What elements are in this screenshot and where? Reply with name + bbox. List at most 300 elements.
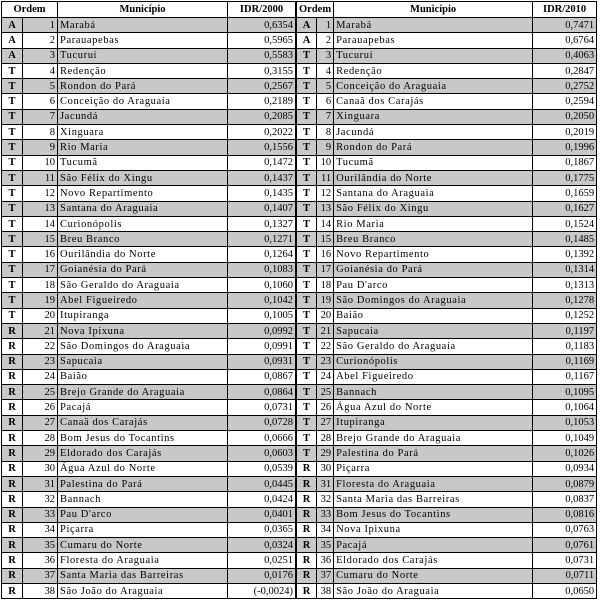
rank-cell: 4	[317, 63, 334, 78]
rank-cell: 27	[317, 415, 334, 430]
table-row	[297, 79, 597, 94]
municipality-cell: Cumaru do Norte	[334, 568, 533, 583]
table-row	[297, 109, 597, 124]
class-cell: T	[2, 155, 23, 170]
table-row	[2, 507, 296, 522]
table-row	[297, 553, 597, 568]
table-row	[297, 63, 597, 78]
table-row	[297, 201, 597, 216]
class-cell: R	[2, 400, 23, 415]
class-cell: T	[297, 369, 317, 384]
class-cell: T	[2, 170, 23, 185]
ordem-header: Ordem	[297, 2, 334, 18]
municipality-cell: Bannach	[58, 492, 228, 507]
idr-2000-value-cell: 0,0728	[228, 415, 296, 430]
table-row	[2, 583, 296, 598]
rank-cell: 16	[317, 247, 334, 262]
class-cell: T	[297, 125, 317, 140]
rank-cell: 23	[317, 354, 334, 369]
table-row	[2, 262, 296, 277]
municipality-cell: Pau D'arco	[58, 507, 228, 522]
table-row	[297, 400, 597, 415]
table-row	[2, 232, 296, 247]
idr-2000-value-cell: 0,1556	[228, 140, 296, 155]
rank-cell: 12	[317, 186, 334, 201]
municipality-cell: São Félix do Xingu	[334, 201, 533, 216]
municipality-cell: Nova Ipixuna	[58, 323, 228, 338]
rank-cell: 37	[23, 568, 58, 583]
idr-2000-value-cell: 0,0992	[228, 323, 296, 338]
idr-2010-value-cell: 0,1775	[533, 170, 597, 185]
class-cell: T	[2, 201, 23, 216]
municipality-cell: Baião	[58, 369, 228, 384]
table-row	[297, 94, 597, 109]
rank-cell: 21	[23, 323, 58, 338]
idr-2010-value-cell: 0,1314	[533, 262, 597, 277]
municipality-cell: Água Azul do Norte	[58, 461, 228, 476]
rank-cell: 13	[23, 201, 58, 216]
table-row	[2, 354, 296, 369]
municipality-cell: Redenção	[58, 63, 228, 78]
idr-2010-value-cell: 0,0934	[533, 461, 597, 476]
rank-cell: 11	[317, 170, 334, 185]
rank-cell: 13	[317, 201, 334, 216]
class-cell: R	[2, 415, 23, 430]
idr-2000-value-cell: 0,0931	[228, 354, 296, 369]
idr-2010-value-cell: 0,1252	[533, 308, 597, 323]
class-cell: A	[2, 48, 23, 63]
table-row	[2, 18, 296, 33]
table-row	[297, 339, 597, 354]
class-cell: T	[297, 216, 317, 231]
idr-2000-value-cell: 0,1264	[228, 247, 296, 262]
municipality-cell: Rondon do Pará	[58, 79, 228, 94]
idr-2000-value-cell: 0,5583	[228, 48, 296, 63]
idr-2010-value-cell: 0,1867	[533, 155, 597, 170]
municipality-cell: Marabá	[58, 18, 228, 33]
rank-cell: 2	[23, 33, 58, 48]
municipality-cell: Eldorado dos Carajás	[58, 446, 228, 461]
class-cell: T	[2, 308, 23, 323]
class-cell: T	[297, 109, 317, 124]
idr-2010-value-cell: 0,0731	[533, 553, 597, 568]
municipality-cell: Piçarra	[334, 461, 533, 476]
municipality-cell: São Domingos do Araguaia	[58, 339, 228, 354]
rank-cell: 17	[317, 262, 334, 277]
idr-2010-value-cell: 0,1659	[533, 186, 597, 201]
municipality-cell: Eldorado dos Carajás	[334, 553, 533, 568]
idr-2000-value-cell: 0,0666	[228, 431, 296, 446]
class-cell: T	[297, 400, 317, 415]
table-row	[297, 369, 597, 384]
rank-cell: 20	[317, 308, 334, 323]
class-cell: T	[2, 293, 23, 308]
class-cell: R	[297, 476, 317, 491]
table-row	[297, 278, 597, 293]
table-row	[2, 400, 296, 415]
municipality-cell: São Geraldo do Araguaia	[58, 278, 228, 293]
idr-2000-value-cell: 0,0365	[228, 522, 296, 537]
rank-cell: 34	[317, 522, 334, 537]
rank-cell: 1	[23, 18, 58, 33]
municipality-cell: Canaã dos Carajás	[334, 94, 533, 109]
table-row	[2, 155, 296, 170]
idr-2010-value-cell: 0,0816	[533, 507, 597, 522]
municipality-cell: Breu Branco	[334, 232, 533, 247]
rank-cell: 36	[23, 553, 58, 568]
class-cell: R	[2, 522, 23, 537]
rank-cell: 25	[23, 385, 58, 400]
table-row	[297, 18, 597, 33]
table-row	[297, 538, 597, 553]
class-cell: R	[2, 385, 23, 400]
municipality-cell: Parauapebas	[58, 33, 228, 48]
table-row	[2, 323, 296, 338]
municipality-cell: Bannach	[334, 385, 533, 400]
table-row	[2, 492, 296, 507]
municipality-cell: Jacundá	[58, 109, 228, 124]
class-cell: R	[297, 583, 317, 598]
idr-2000-value-cell: 0,0324	[228, 538, 296, 553]
municipality-cell: Marabá	[334, 18, 533, 33]
rank-cell: 15	[317, 232, 334, 247]
idr-2010-table	[296, 1, 597, 599]
rank-cell: 31	[317, 476, 334, 491]
municipality-cell: São Félix do Xingu	[58, 170, 228, 185]
class-cell: R	[2, 553, 23, 568]
class-cell: T	[297, 155, 317, 170]
municipality-cell: São Domingos do Araguaia	[334, 293, 533, 308]
rank-cell: 7	[23, 109, 58, 124]
idr-2000-value-cell: 0,1060	[228, 278, 296, 293]
rank-cell: 25	[317, 385, 334, 400]
table-row	[297, 476, 597, 491]
rank-cell: 37	[317, 568, 334, 583]
municipality-cell: Floresta do Araguaia	[334, 476, 533, 491]
rank-cell: 26	[317, 400, 334, 415]
table-row	[2, 369, 296, 384]
idr-2000-value-cell: 0,2567	[228, 79, 296, 94]
municipality-cell: Santana do Araguaia	[58, 201, 228, 216]
municipality-cell: Jacundá	[334, 125, 533, 140]
table-row	[297, 48, 597, 63]
table-row	[297, 293, 597, 308]
rank-cell: 38	[23, 583, 58, 598]
class-cell: T	[297, 140, 317, 155]
table-row	[297, 308, 597, 323]
municipality-cell: Tucuruí	[334, 48, 533, 63]
table-row	[2, 461, 296, 476]
municipality-cell: Nova Ipixuna	[334, 522, 533, 537]
class-cell: R	[2, 461, 23, 476]
idr-2000-value-cell: 0,2189	[228, 94, 296, 109]
class-cell: T	[2, 109, 23, 124]
table-row	[2, 201, 296, 216]
municipality-cell: Tucumã	[58, 155, 228, 170]
rank-cell: 4	[23, 63, 58, 78]
table-row	[297, 155, 597, 170]
table-row	[297, 216, 597, 231]
idr-2000-value-cell: 0,0867	[228, 369, 296, 384]
idr-2000-value-cell: 0,2022	[228, 125, 296, 140]
table-row	[297, 385, 597, 400]
class-cell: T	[297, 415, 317, 430]
class-cell: T	[297, 323, 317, 338]
municipality-cell: Xinguara	[58, 125, 228, 140]
idr-2010-value-cell: 0,1197	[533, 323, 597, 338]
rank-cell: 23	[23, 354, 58, 369]
rank-cell: 6	[23, 94, 58, 109]
idr-2010-value-cell: 0,1278	[533, 293, 597, 308]
table-row	[297, 492, 597, 507]
class-cell: T	[297, 308, 317, 323]
idr-2000-value-cell: 0,0176	[228, 568, 296, 583]
idr-2010-value-cell: 0,1627	[533, 201, 597, 216]
rank-cell: 38	[317, 583, 334, 598]
municipality-cell: Itupiranga	[334, 415, 533, 430]
municipality-cell: Redenção	[334, 63, 533, 78]
class-cell: T	[297, 262, 317, 277]
idr-2000-value-cell: 0,0603	[228, 446, 296, 461]
municipality-cell: Bom Jesus do Tocantins	[58, 431, 228, 446]
table-row	[2, 553, 296, 568]
idr-2010-value-cell: 0,0837	[533, 492, 597, 507]
class-cell: T	[297, 201, 317, 216]
idr-2010-value-cell: 0,2019	[533, 125, 597, 140]
class-cell: T	[297, 186, 317, 201]
class-cell: R	[297, 507, 317, 522]
rank-cell: 16	[23, 247, 58, 262]
rank-cell: 10	[317, 155, 334, 170]
table-row	[297, 583, 597, 598]
rank-cell: 17	[23, 262, 58, 277]
idr-2010-value-cell: 0,1996	[533, 140, 597, 155]
class-cell: T	[297, 293, 317, 308]
idr-2010-value-cell: 0,0650	[533, 583, 597, 598]
class-cell: A	[297, 18, 317, 33]
table-row	[2, 431, 296, 446]
municipality-cell: Parauapebas	[334, 33, 533, 48]
idr-2000-value-cell: 0,0251	[228, 553, 296, 568]
table-row	[297, 33, 597, 48]
idr-2010-value-cell: 0,1167	[533, 369, 597, 384]
class-cell: T	[297, 385, 317, 400]
table-row	[2, 415, 296, 430]
idr-2010-value-cell: 0,2752	[533, 79, 597, 94]
municipality-cell: Rio Maria	[58, 140, 228, 155]
idr-2010-value-cell: 0,1524	[533, 216, 597, 231]
class-cell: R	[297, 553, 317, 568]
table-row	[2, 293, 296, 308]
table-row	[297, 140, 597, 155]
idr-2000-value-cell: 0,1327	[228, 216, 296, 231]
table-row	[2, 446, 296, 461]
idr-2000-value-cell: 0,1437	[228, 170, 296, 185]
table-row	[2, 48, 296, 63]
table-row	[297, 507, 597, 522]
table-row	[2, 125, 296, 140]
rank-cell: 36	[317, 553, 334, 568]
class-cell: T	[2, 63, 23, 78]
idr-2000-value-cell: 0,1083	[228, 262, 296, 277]
rank-cell: 32	[23, 492, 58, 507]
municipality-cell: Palestina do Pará	[58, 476, 228, 491]
class-cell: A	[2, 18, 23, 33]
class-cell: R	[2, 507, 23, 522]
rank-cell: 9	[23, 140, 58, 155]
table-row	[297, 446, 597, 461]
rank-cell: 29	[317, 446, 334, 461]
table-row	[2, 109, 296, 124]
table-row	[297, 262, 597, 277]
class-cell: T	[2, 247, 23, 262]
municipality-cell: Novo Repartimento	[58, 186, 228, 201]
rank-cell: 30	[317, 461, 334, 476]
class-cell: R	[297, 538, 317, 553]
municipality-cell: Conceição do Araguaia	[58, 94, 228, 109]
municipality-cell: Rio Maria	[334, 216, 533, 231]
table-row	[2, 63, 296, 78]
table-row	[297, 431, 597, 446]
table-row	[2, 476, 296, 491]
idr-2010-value-cell: 0,1183	[533, 339, 597, 354]
table-row	[297, 186, 597, 201]
idr-2010-value-cell: 0,0711	[533, 568, 597, 583]
rank-cell: 31	[23, 476, 58, 491]
idr-2000-value-cell: 0,1005	[228, 308, 296, 323]
table-row	[297, 323, 597, 338]
idr-2010-value-cell: 0,1392	[533, 247, 597, 262]
idr-2000-value-cell: 0,3155	[228, 63, 296, 78]
idr-2010-value-cell: 0,1313	[533, 278, 597, 293]
rank-cell: 32	[317, 492, 334, 507]
table-row	[2, 33, 296, 48]
rank-cell: 34	[23, 522, 58, 537]
rank-cell: 19	[23, 293, 58, 308]
rank-cell: 22	[317, 339, 334, 354]
idr-2010-value-cell: 0,0761	[533, 538, 597, 553]
class-cell: R	[2, 339, 23, 354]
rank-cell: 7	[317, 109, 334, 124]
rank-cell: 6	[317, 94, 334, 109]
municipality-cell: Tucumã	[334, 155, 533, 170]
municipality-cell: Floresta do Araguaia	[58, 553, 228, 568]
municipio-header: Município	[58, 2, 228, 18]
table-row	[297, 568, 597, 583]
table-row	[2, 538, 296, 553]
class-cell: T	[297, 48, 317, 63]
idr-2010-value-cell: 0,2847	[533, 63, 597, 78]
table-row	[297, 232, 597, 247]
idr-2000-value-cell: 0,1472	[228, 155, 296, 170]
rank-cell: 14	[317, 216, 334, 231]
class-cell: T	[297, 247, 317, 262]
idr-2000-value-cell: 0,0445	[228, 476, 296, 491]
municipality-cell: Ourilândia do Norte	[334, 170, 533, 185]
idr-2010-value-cell: 0,1064	[533, 400, 597, 415]
rank-cell: 19	[317, 293, 334, 308]
class-cell: T	[297, 431, 317, 446]
class-cell: T	[2, 232, 23, 247]
idr-2010-header: IDR/2010	[533, 2, 597, 18]
class-cell: T	[297, 354, 317, 369]
class-cell: R	[2, 538, 23, 553]
idr-2000-value-cell: 0,0991	[228, 339, 296, 354]
municipality-cell: Cumaru do Norte	[58, 538, 228, 553]
class-cell: T	[2, 262, 23, 277]
idr-2010-value-cell: 0,1026	[533, 446, 597, 461]
rank-cell: 8	[317, 125, 334, 140]
rank-cell: 20	[23, 308, 58, 323]
municipality-cell: Xinguara	[334, 109, 533, 124]
idr-2010-value-cell: 0,7471	[533, 18, 597, 33]
rank-cell: 9	[317, 140, 334, 155]
rank-cell: 3	[23, 48, 58, 63]
rank-cell: 28	[23, 431, 58, 446]
idr-2010-value-cell: 0,0879	[533, 476, 597, 491]
municipality-cell: Abel Figueiredo	[334, 369, 533, 384]
class-cell: T	[297, 232, 317, 247]
idr-2010-value-cell: 0,1053	[533, 415, 597, 430]
class-cell: R	[2, 354, 23, 369]
table-row	[2, 308, 296, 323]
class-cell: T	[2, 140, 23, 155]
class-cell: T	[2, 94, 23, 109]
rank-cell: 2	[317, 33, 334, 48]
class-cell: T	[2, 216, 23, 231]
idr-2010-value-cell: 0,2050	[533, 109, 597, 124]
rank-cell: 33	[23, 507, 58, 522]
municipality-cell: Canaã dos Carajás	[58, 415, 228, 430]
rank-cell: 24	[23, 369, 58, 384]
idr-2000-value-cell: 0,0539	[228, 461, 296, 476]
rank-cell: 18	[317, 278, 334, 293]
idr-2010-value-cell: 0,2594	[533, 94, 597, 109]
table-row	[297, 170, 597, 185]
class-cell: R	[2, 568, 23, 583]
idr-2010-value-cell: 0,1485	[533, 232, 597, 247]
rank-cell: 33	[317, 507, 334, 522]
idr-2000-value-cell: 0,1271	[228, 232, 296, 247]
class-cell: T	[297, 63, 317, 78]
idr-2000-header: IDR/2000	[228, 2, 296, 18]
idr-2000-value-cell: 0,0731	[228, 400, 296, 415]
class-cell: R	[2, 323, 23, 338]
class-cell: T	[297, 170, 317, 185]
table-row	[297, 461, 597, 476]
class-cell: T	[297, 79, 317, 94]
municipality-cell: Baião	[334, 308, 533, 323]
class-cell: T	[297, 278, 317, 293]
table-row	[2, 522, 296, 537]
table-row	[297, 415, 597, 430]
class-cell: A	[2, 33, 23, 48]
table-header-row	[2, 2, 296, 18]
municipality-cell: São Geraldo do Araguaia	[334, 339, 533, 354]
class-cell: R	[2, 492, 23, 507]
idr-2000-value-cell: (-0,0024)	[228, 583, 296, 598]
idr-2000-value-cell: 0,0864	[228, 385, 296, 400]
idr-2000-value-cell: 0,1435	[228, 186, 296, 201]
municipality-cell: Bom Jesus do Tocantins	[334, 507, 533, 522]
rank-cell: 21	[317, 323, 334, 338]
rank-cell: 5	[23, 79, 58, 94]
rank-cell: 24	[317, 369, 334, 384]
rank-cell: 8	[23, 125, 58, 140]
idr-2000-value-cell: 0,1407	[228, 201, 296, 216]
rank-cell: 14	[23, 216, 58, 231]
municipality-cell: Rondon do Pará	[334, 140, 533, 155]
